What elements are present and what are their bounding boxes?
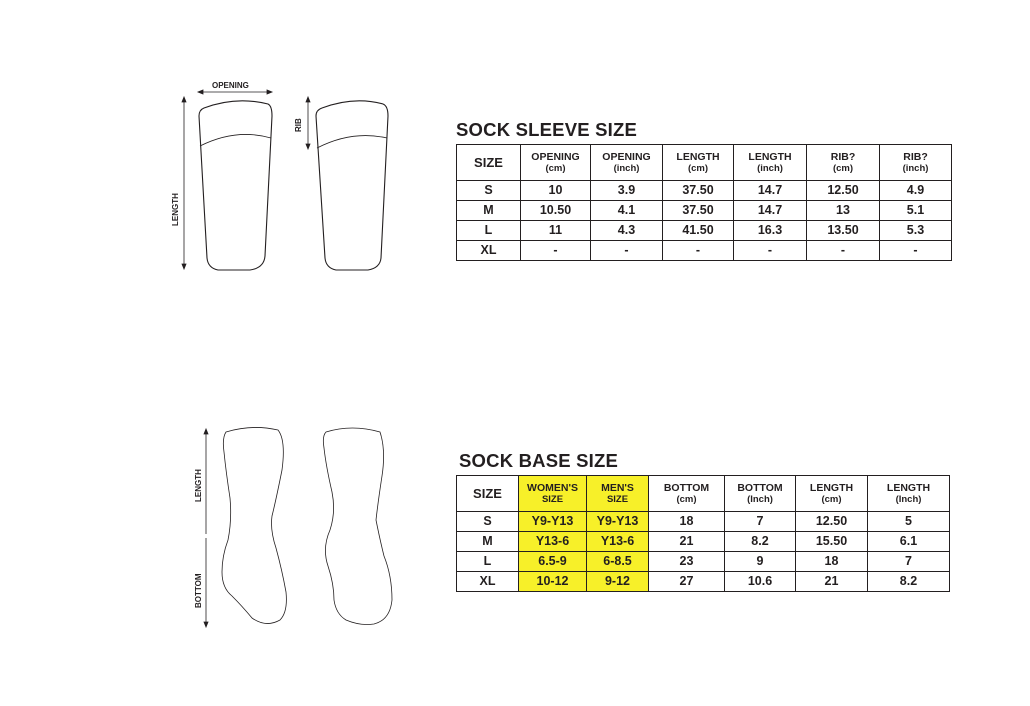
value-cell: 5 (868, 512, 950, 532)
sock-length-dim-label: LENGTH (194, 469, 203, 502)
sleeve-front-rib-line (200, 134, 271, 146)
value-cell: 5.1 (880, 201, 952, 221)
value-cell: 12.50 (807, 181, 880, 201)
sleeve-col-header: OPENING (cm) (521, 145, 591, 181)
length-dim-label: LENGTH (171, 193, 180, 226)
sleeve-back-rib-line (317, 136, 387, 148)
sleeve-col-header: LENGTH (inch) (734, 145, 807, 181)
value-cell: - (521, 241, 591, 261)
mens-size-cell: 9-12 (587, 572, 649, 592)
base-size-table (456, 475, 950, 592)
size-cell: S (457, 512, 519, 532)
sleeve-col-header: RIB? (cm) (807, 145, 880, 181)
value-cell: 9 (725, 552, 796, 572)
table-row (457, 201, 952, 221)
sleeve-back-outline (316, 101, 388, 270)
sleeve-col-header: RIB? (inch) (880, 145, 952, 181)
table-row (457, 241, 952, 261)
base-col-header: BOTTOM (cm) (649, 476, 725, 512)
value-cell: 7 (725, 512, 796, 532)
value-cell: 23 (649, 552, 725, 572)
table-row (457, 572, 950, 592)
sleeve-col-header: OPENING (inch) (591, 145, 663, 181)
mens-size-cell: Y13-6 (587, 532, 649, 552)
rib-dim-label: RIB (294, 118, 303, 132)
size-cell: L (457, 552, 519, 572)
size-cell: S (457, 181, 521, 201)
base-col-header: BOTTOM (Inch) (725, 476, 796, 512)
value-cell: - (807, 241, 880, 261)
value-cell: 18 (649, 512, 725, 532)
base-col-header-mens-size: MEN'S SIZE (587, 476, 649, 512)
value-cell: 10.50 (521, 201, 591, 221)
sleeve-col-header: SIZE (457, 145, 521, 181)
value-cell: 10.6 (725, 572, 796, 592)
table-row (457, 552, 950, 572)
base-col-header-womens-size: WOMEN'S SIZE (519, 476, 587, 512)
size-cell: M (457, 201, 521, 221)
value-cell: 4.9 (880, 181, 952, 201)
base-col-header: SIZE (457, 476, 519, 512)
sleeve-col-header: LENGTH (cm) (663, 145, 734, 181)
value-cell: 27 (649, 572, 725, 592)
sock-bottom-dim-label: BOTTOM (194, 573, 203, 608)
sleeve-header-row (457, 145, 952, 181)
value-cell: 6.1 (868, 532, 950, 552)
value-cell: - (591, 241, 663, 261)
size-cell: M (457, 532, 519, 552)
value-cell: 13.50 (807, 221, 880, 241)
value-cell: 37.50 (663, 201, 734, 221)
value-cell: 14.7 (734, 201, 807, 221)
value-cell: 15.50 (796, 532, 868, 552)
value-cell: 21 (796, 572, 868, 592)
value-cell: 7 (868, 552, 950, 572)
value-cell: 12.50 (796, 512, 868, 532)
mens-size-cell: 6-8.5 (587, 552, 649, 572)
value-cell: 8.2 (725, 532, 796, 552)
value-cell: 4.1 (591, 201, 663, 221)
value-cell: - (880, 241, 952, 261)
sleeve-front-outline (199, 101, 272, 270)
base-size-title: SOCK BASE SIZE (459, 450, 619, 471)
value-cell: - (663, 241, 734, 261)
base-col-header: LENGTH (Inch) (868, 476, 950, 512)
value-cell: 21 (649, 532, 725, 552)
womens-size-cell: 10-12 (519, 572, 587, 592)
value-cell: 18 (796, 552, 868, 572)
mens-size-cell: Y9-Y13 (587, 512, 649, 532)
value-cell: 5.3 (880, 221, 952, 241)
table-row (457, 221, 952, 241)
base-header-row (457, 476, 950, 512)
value-cell: 11 (521, 221, 591, 241)
value-cell: 3.9 (591, 181, 663, 201)
table-row (457, 512, 950, 532)
womens-size-cell: 6.5-9 (519, 552, 587, 572)
sleeve-size-title: SOCK SLEEVE SIZE (456, 119, 638, 140)
value-cell: - (734, 241, 807, 261)
womens-size-cell: Y9-Y13 (519, 512, 587, 532)
sock-back-outline (323, 428, 392, 625)
value-cell: 14.7 (734, 181, 807, 201)
value-cell: 10 (521, 181, 591, 201)
value-cell: 4.3 (591, 221, 663, 241)
base-col-header: LENGTH (cm) (796, 476, 868, 512)
value-cell: 41.50 (663, 221, 734, 241)
value-cell: 16.3 (734, 221, 807, 241)
opening-dim-label: OPENING (212, 81, 249, 90)
value-cell: 37.50 (663, 181, 734, 201)
sock-front-outline (222, 427, 286, 623)
size-cell: XL (457, 572, 519, 592)
size-cell: XL (457, 241, 521, 261)
sleeve-size-table (456, 144, 952, 261)
table-row (457, 532, 950, 552)
womens-size-cell: Y13-6 (519, 532, 587, 552)
size-cell: L (457, 221, 521, 241)
value-cell: 8.2 (868, 572, 950, 592)
value-cell: 13 (807, 201, 880, 221)
table-row (457, 181, 952, 201)
